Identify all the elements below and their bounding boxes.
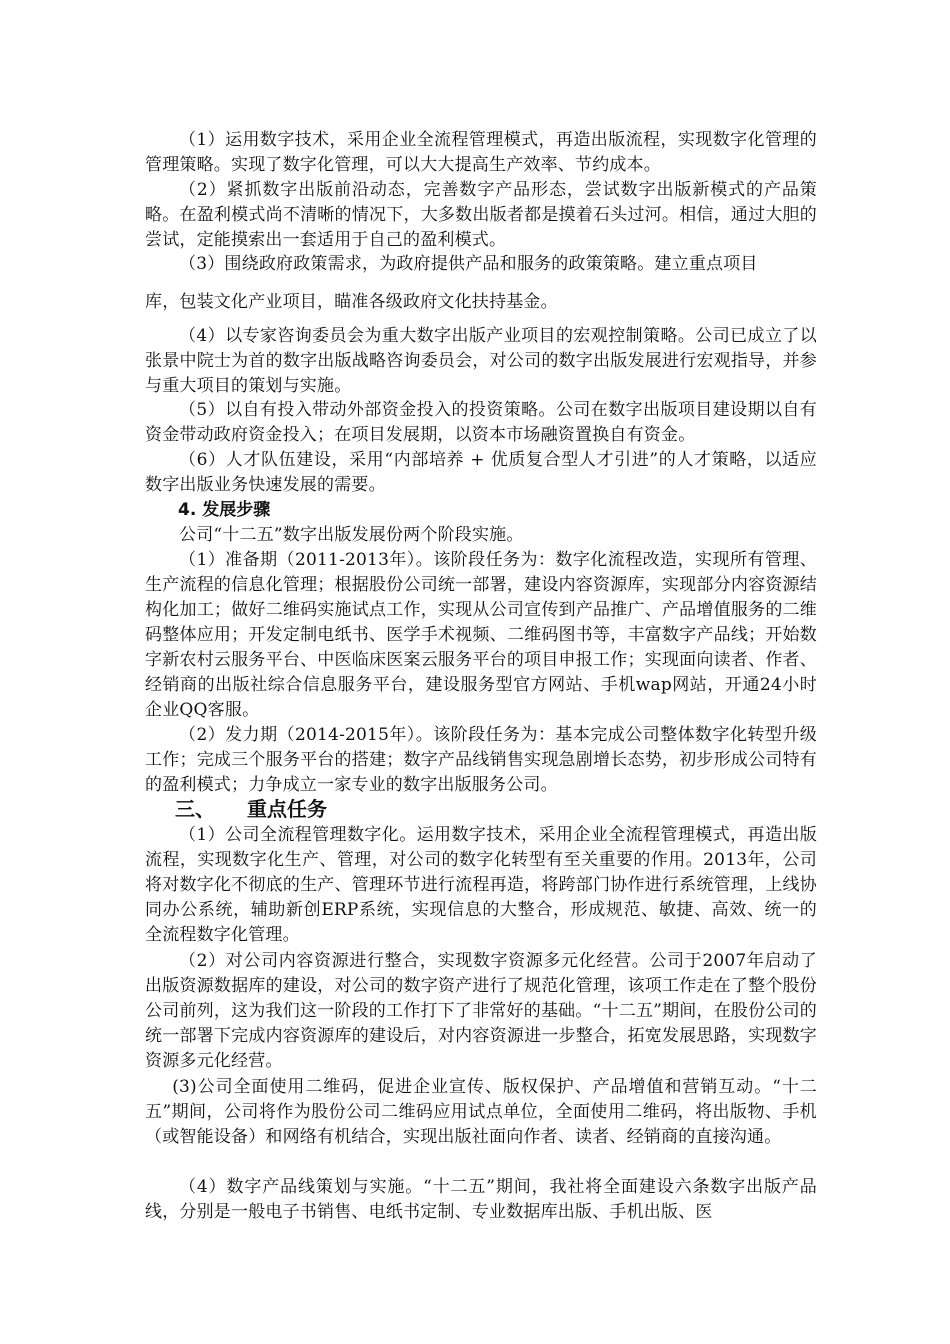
section-heading-key-tasks	[175, 796, 327, 822]
paragraph-task-1: （1）公司全流程管理数字化。运用数字技术，采用企业全流程管理模式，再造出版流程，实现数字化生产、管理，对公司的数字化转型有至关重要的作用。2013年，公司将对数字化不彻底的生产、管理环节进行流程再造，将跨部门协作进行系统管理，上线协同办公系统，辅助新创ERP系统，实现信息的大整合，形成规范、敏捷、高效、统一的全流程数字化管理。	[145, 825, 817, 945]
paragraph-strategy-6: （6）人才队伍建设，采用“内部培养 + 优质复合型人才引进”的人才策略，以适应数字出版业务快速发展的需要。	[145, 450, 817, 495]
paragraph-strategy-1: （1）运用数字技术，采用企业全流程管理模式，再造出版流程，实现数字化管理的管理策略。实现了数字化管理，可以大大提高生产效率、节约成本。	[145, 130, 817, 175]
paragraph-task-4: （4）数字产品线策划与实施。“十二五”期间，我社将全面建设六条数字出版产品线，分别是一般电子书销售、电纸书定制、专业数据库出版、手机出版、医	[145, 1177, 817, 1222]
heading-development-steps: 4. 发展步骤	[178, 500, 271, 520]
paragraph-strategy-3: （3）围绕政府政策需求，为政府提供产品和服务的政策策略。建立重点项目	[179, 254, 758, 274]
section-number: 三、	[175, 797, 215, 821]
section-title-text: 重点任务	[247, 797, 327, 821]
paragraph-steps-preparation: （1）准备期（2011-2013年）。该阶段任务为：数字化流程改造，实现所有管理、生产流程的信息化管理；根据股份公司统一部署，建设内容资源库，实现部分内容资源结构化加工；做好二维码实施试点工作，实现从公司宣传到产品推广、产品增值服务的二维码整体应用；开发定制电纸书、医学手术视频、二维码图书等，丰富数字产品线；开始数字新农村云服务平台、中医临床医案云服务平台的项目申报工作；实现面向读者、作者、经销商的出版社综合信息服务平台，建设服务型官方网站、手机wap网站，开通24小时企业QQ客服。	[145, 550, 817, 720]
paragraph-task-3: (3)公司全面使用二维码，促进企业宣传、版权保护、产品增值和营销互动。“十二五”期间，公司将作为股份公司二维码应用试点单位，全面使用二维码，将出版物、手机（或智能设备）和网络有机结合，实现出版社面向作者、读者、经销商的直接沟通。	[145, 1077, 817, 1147]
paragraph-steps-intro: 公司“十二五”数字出版发展份两个阶段实施。	[179, 525, 524, 545]
paragraph-strategy-4: （4）以专家咨询委员会为重大数字出版产业项目的宏观控制策略。公司已成立了以张景中院士为首的数字出版战略咨询委员会，对公司的数字出版发展进行宏观指导，并参与重大项目的策划与实施。	[145, 326, 817, 396]
paragraph-strategy-3-continued: 库，包装文化产业项目，瞄准各级政府文化扶持基金。	[145, 292, 558, 312]
paragraph-task-2: （2）对公司内容资源进行整合，实现数字资源多元化经营。公司于2007年启动了出版资源数据库的建设，对公司的数字资产进行了规范化管理，该项工作走在了整个股份公司前列，这为我们这一阶段的工作打下了非常好的基础。“十二五”期间，在股份公司的统一部署下完成内容资源库的建设后，对内容资源进一步整合，拓宽发展思路，实现数字资源多元化经营。	[145, 951, 817, 1071]
paragraph-strategy-2: （2）紧抓数字出版前沿动态，完善数字产品形态，尝试数字出版新模式的产品策略。在盈利模式尚不清晰的情况下，大多数出版者都是摸着石头过河。相信，通过大胆的尝试，定能摸索出一套适用于自己的盈利模式。	[145, 180, 817, 250]
paragraph-strategy-5: （5）以自有投入带动外部资金投入的投资策略。公司在数字出版项目建设期以自有资金带动政府资金投入；在项目发展期，以资本市场融资置换自有资金。	[145, 400, 817, 445]
paragraph-steps-acceleration: （2）发力期（2014-2015年）。该阶段任务为：基本完成公司整体数字化转型升级工作；完成三个服务平台的搭建；数字产品线销售实现急剧增长态势，初步形成公司特有的盈利模式；力争成立一家专业的数字出版服务公司。	[145, 725, 817, 795]
